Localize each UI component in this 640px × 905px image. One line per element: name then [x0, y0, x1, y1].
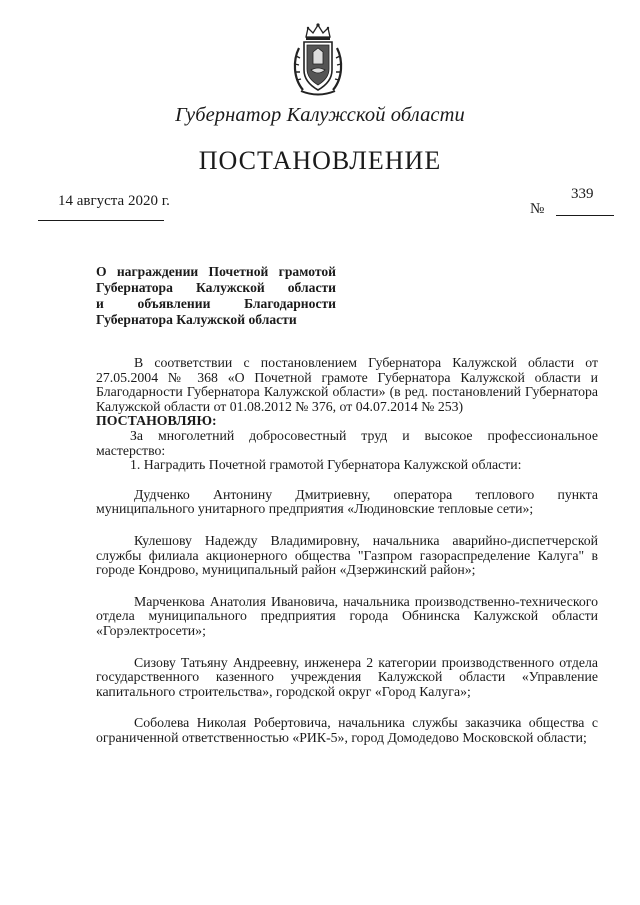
awardee-entry: Кулешову Надежду Владимировну, начальника аварийно-диспетчерской службы филиала акционерного общества "Газпром газораспределение Калуга" в городе Кондрово, муниципальный район «Дзержинский район»; — [96, 532, 598, 578]
document-date: 14 августа 2020 г. — [58, 193, 170, 209]
date-underline — [38, 220, 164, 221]
subject-line: и объявлении Благодарности — [96, 296, 336, 311]
awardee-entry: Соболева Николая Робертовича, начальника службы заказчика общества с ограниченной ответственностью «РИК-5», город Домодедово Московской области; — [96, 715, 598, 745]
document-subject — [96, 264, 336, 328]
document-number: 339 — [571, 186, 594, 202]
subject-line: Губернатора Калужской области — [96, 280, 336, 295]
preamble-paragraph: В соответствии с постановлением Губернатора Калужской области от 27.05.2004 № 368 «О Почетной грамоте Губернатора Калужской области и Благодарности Губернатора Калужской области» (в ред. постановлений Губернатора Калужской области от 01.08.2012 № 376, от 04.07.2014 № 253) — [96, 355, 598, 414]
document-body — [96, 356, 598, 745]
award-reason: За многолетний добросовестный труд и высокое профессиональное мастерство: — [96, 427, 598, 458]
number-sign: № — [530, 201, 545, 217]
awardee-entry: Сизову Татьяну Андреевну, инженера 2 категории производственного отдела государственного казенного учреждения Калужской области «Управление капитального строительства», городской округ «Город Калуга»; — [96, 654, 598, 699]
award-item-heading: 1. Наградить Почетной грамотой Губернатора Калужской области: — [130, 457, 522, 473]
coat-of-arms-emblem — [291, 22, 345, 98]
subject-line: Губернатора Калужской области — [96, 312, 297, 327]
document-type-heading: ПОСТАНОВЛЕНИЕ — [198, 146, 442, 175]
issuer-title: Губернатор Калужской области — [175, 104, 465, 126]
decree-word: ПОСТАНОВЛЯЮ: — [96, 413, 217, 429]
number-underline — [556, 215, 614, 216]
subject-line: О награждении Почетной грамотой — [96, 264, 336, 279]
awardee-entry: Марченкова Анатолия Ивановича, начальника производственно-технического отдела муниципального предприятия города Обнинска Калужской области «Горэлектросети»; — [96, 593, 598, 638]
awardee-entry: Дудченко Антонину Дмитриевну, оператора теплового пункта муниципального унитарного предприятия «Людиновские тепловые сети»; — [96, 486, 598, 517]
